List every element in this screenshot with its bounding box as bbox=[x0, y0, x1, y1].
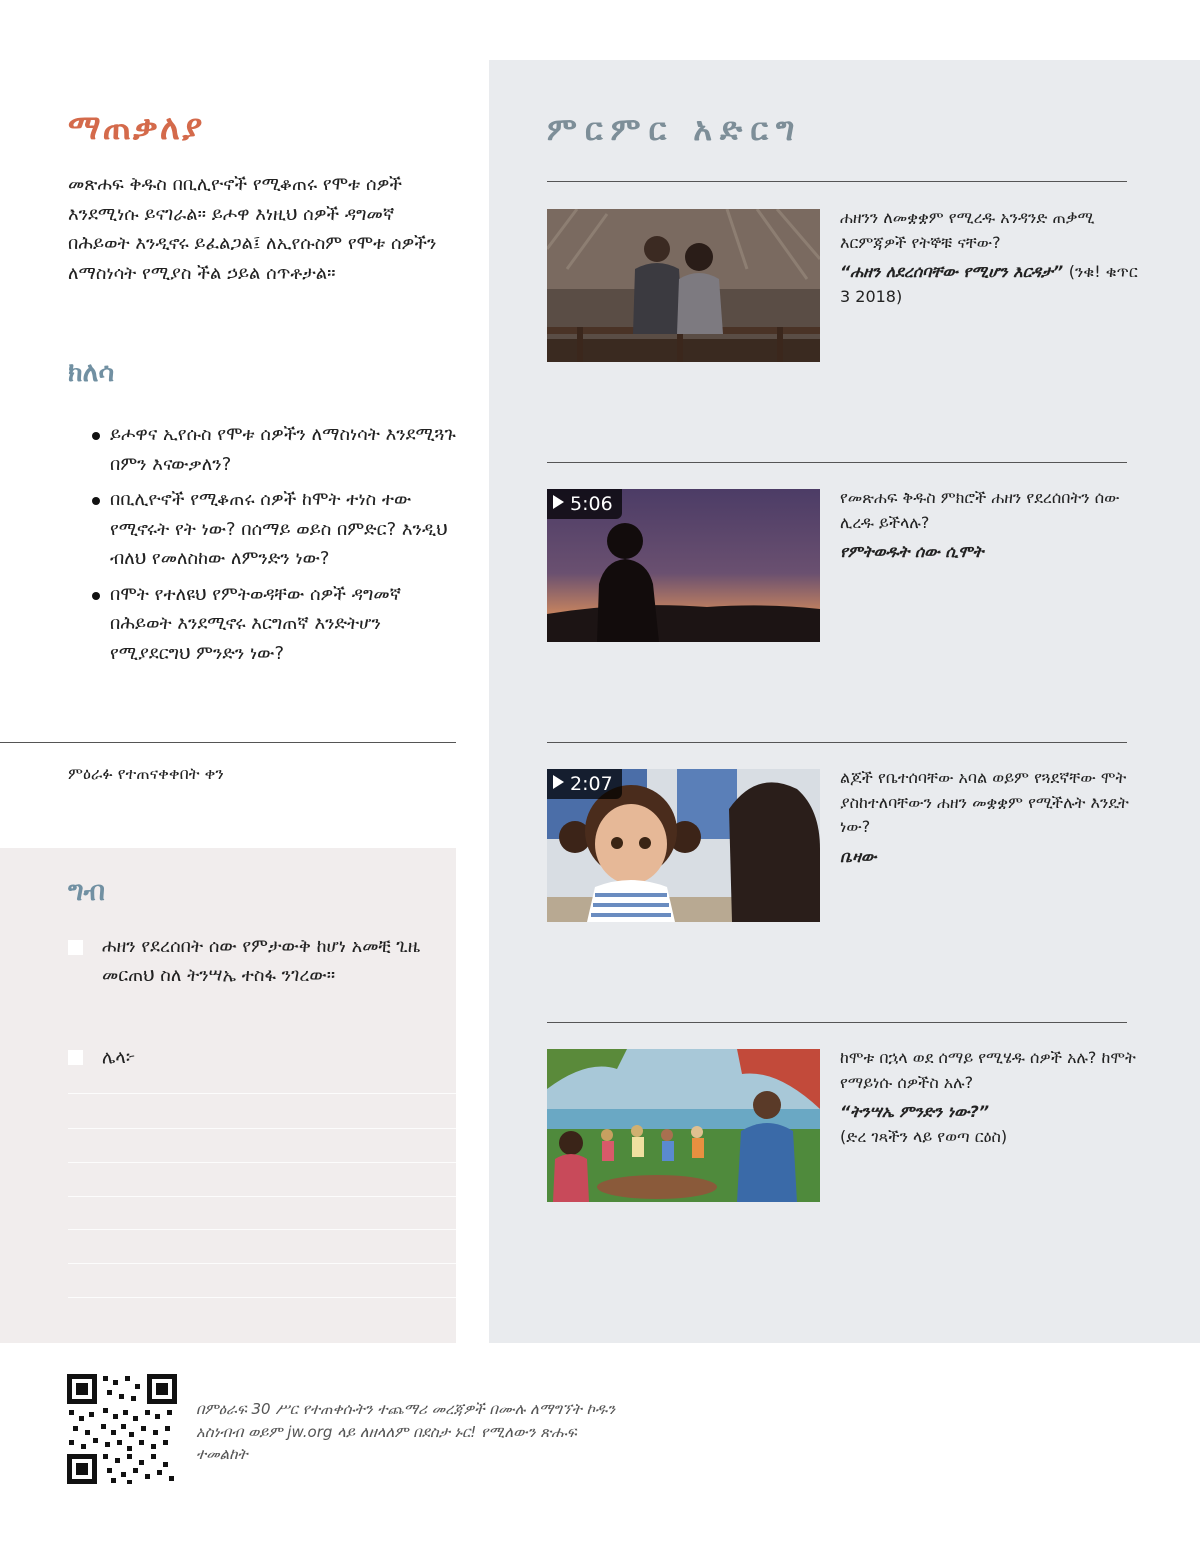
research-card-text bbox=[840, 486, 1140, 565]
video-duration-badge bbox=[547, 489, 622, 519]
research-card-text bbox=[840, 1046, 1140, 1149]
review-title: ክለሳ bbox=[68, 357, 115, 388]
video-duration: 2:07 bbox=[570, 773, 613, 795]
footer-note: በምዕራፍ 30 ሥር የተጠቀሱትን ተጨማሪ መረጃዎች በሙሉ ለማግኘት ኮዱን አስነብብ ወይም jw.org ላይ ለዘላለም በደስታ ኑር! የሚለውን ጽሑፍ ተመልከት bbox=[196, 1400, 616, 1463]
divider bbox=[0, 742, 456, 743]
goal-panel bbox=[0, 848, 456, 1343]
article-source: (ንቁ! ቁጥር 3 2018) bbox=[840, 262, 1138, 306]
qr-code[interactable] bbox=[67, 1374, 177, 1484]
goal-checkbox[interactable] bbox=[68, 940, 83, 955]
video-thumbnail[interactable] bbox=[547, 489, 820, 642]
review-question: ይሖዋና ኢየሱስ የሞቱ ሰዎችን ለማስነሳት እንደሚጓጉ በምን እናውቃለን? bbox=[92, 420, 462, 479]
summary-text: መጽሐፍ ቅዱስ በቢሊዮኖች የሚቆጠሩ የሞቱ ሰዎች እንደሚነሱ ይናገራል። ይሖዋ እነዚህ ሰዎች ዳግመኛ በሕይወት እንዲኖሩ ይፈልጋል፤ ለኢየሱስም የሞቱ ሰዎችን ለማስነሳት የሚያስ ችል ኃይል ሰጥቶታል። bbox=[68, 174, 437, 284]
write-line[interactable] bbox=[68, 1128, 456, 1129]
play-icon bbox=[553, 775, 564, 789]
write-line[interactable] bbox=[68, 1263, 456, 1264]
divider bbox=[547, 462, 1127, 463]
research-card-text bbox=[840, 206, 1140, 309]
couple-photo-thumbnail[interactable] bbox=[547, 209, 820, 362]
other-checkbox[interactable] bbox=[68, 1050, 83, 1065]
research-question: ከሞቱ በኋላ ወደ ሰማይ የሚሄዱ ሰዎች አሉ? ከሞት የማይነሱ ሰዎችስ አሉ? bbox=[840, 1048, 1136, 1092]
write-line[interactable] bbox=[68, 1229, 456, 1230]
video-duration-badge bbox=[547, 769, 622, 799]
article-source: (ድረ ገጻችን ላይ የወጣ ርዕስ) bbox=[840, 1126, 1008, 1146]
video-link[interactable]: ቤዛው bbox=[840, 846, 877, 866]
divider bbox=[547, 181, 1127, 182]
write-line[interactable] bbox=[68, 1196, 456, 1197]
video-link[interactable]: የምትወዱት ሰው ሲሞት bbox=[840, 542, 984, 561]
paradise-illustration-image bbox=[547, 1049, 820, 1202]
research-question: ልጆች የቤተሰባቸው አባል ወይም የጓደኛቸው ሞት ያስከተለባቸውን ሐዘን መቋቋም የሚችሉት እንዴት ነው? bbox=[840, 768, 1129, 836]
completed-date-label: ምዕራፉ የተጠናቀቀበት ቀን bbox=[68, 764, 224, 783]
goal-item: ሐዘን የደረሰበት ሰው የምታውቅ ከሆነ አመቺ ጊዜ መርጠህ ስለ ትንሣኤ ተስፋ ንገረው። bbox=[102, 936, 421, 986]
couple-photo-image bbox=[547, 209, 820, 362]
paradise-illustration-thumbnail[interactable] bbox=[547, 1049, 820, 1202]
summary-title: ማጠቃለያ bbox=[68, 108, 205, 148]
research-question: ሐዘንን ለመቋቋም የሚረዱ አንዳንድ ጠቃሚ እርምጃዎች የትኞቹ ናቸው? bbox=[840, 208, 1095, 252]
review-question: በሞት የተለዩህ የምትወዳቸው ሰዎች ዳግመኛ በሕይወት እንደሚኖሩ እርግጠኛ እንድትሆን የሚያደርግህ ምንድን ነው? bbox=[92, 580, 462, 669]
other-goal-label: ሌላ፦ bbox=[102, 1047, 136, 1068]
article-link[interactable] bbox=[840, 260, 1140, 309]
research-question: የመጽሐፍ ቅዱስ ምክሮች ሐዘን የደረሰበትን ሰው ሊረዱ ይችላሉ? bbox=[840, 488, 1120, 532]
article-link-title[interactable]: “ሐዘን ለደረሰባቸው የሚሆን እርዳታ” bbox=[840, 262, 1064, 281]
review-question: በቢሊዮኖች የሚቆጠሩ ሰዎች ከሞት ተነስ ተው የሚኖሩት የት ነው? በሰማይ ወይስ በምድር? እንዲህ ብለህ የመለስከው ለምንድን ነው? bbox=[92, 485, 462, 574]
write-line[interactable] bbox=[68, 1093, 456, 1094]
play-icon bbox=[553, 495, 564, 509]
qr-code-icon bbox=[67, 1374, 177, 1484]
review-list bbox=[92, 420, 462, 674]
write-line[interactable] bbox=[68, 1162, 456, 1163]
article-link-title[interactable]: “ትንሣኤ ምንድን ነው?” bbox=[840, 1102, 990, 1121]
divider bbox=[547, 742, 1127, 743]
video-thumbnail[interactable] bbox=[547, 769, 820, 922]
research-title: ምርምር አድርግ bbox=[547, 110, 803, 148]
divider bbox=[547, 1022, 1127, 1023]
video-duration: 5:06 bbox=[570, 493, 613, 515]
research-card-text bbox=[840, 766, 1140, 869]
write-line[interactable] bbox=[68, 1297, 456, 1298]
goal-title: ግብ bbox=[68, 876, 106, 907]
